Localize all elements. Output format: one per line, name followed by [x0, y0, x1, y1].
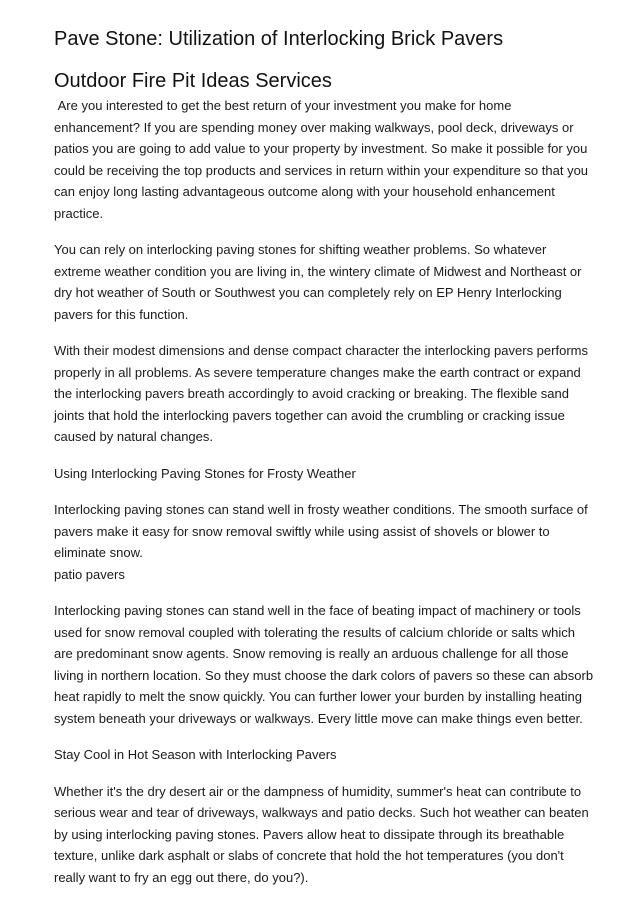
section-heading-hot: Stay Cool in Hot Season with Interlocking Pavers — [54, 747, 337, 762]
paragraph-frosty — [54, 499, 594, 585]
paragraph-snow: Interlocking paving stones can stand well in the face of beating impact of machinery or tools used for snow removal coupled with tolerating the results of calcium chloride or salts which are predominant snow agents. Snow removing is really an arduous challenge for all those living in northern location. So they must choose the dark colors of pavers so these can absorb heat rapidly to melt the snow quickly. You can further lower your burden by installing heating system beneath your driveways or walkways. Every little move can make things even better. — [54, 603, 594, 726]
paragraph-hot: Whether it's the dry desert air or the dampness of humidity, summer's heat can contribute to serious wear and tear of driveways, walkways and patio decks. Such hot weather can beaten by using interlocking paving stones. Pavers allow heat to dissipate through its breathable texture, unlike dark asphalt or slabs of concrete that hold the hot temperatures (you don't really want to fry an egg out there, do you?). — [54, 783, 589, 885]
document-page — [54, 26, 594, 903]
paragraph-weather: You can rely on interlocking paving stones for shifting weather problems. So whatever extreme weather condition you are living in, the wintery climate of Midwest and Northeast or dry hot weather of South or Southwest you can completely rely on EP Henry Interlocking pavers for this function. — [54, 242, 582, 322]
paragraph-dimensions: With their modest dimensions and dense compact character the interlocking pavers performs properly in all problems. As severe temperature changes make the earth contract or expand the interlocking pavers breath accordingly to avoid cracking or breaking. The flexible sand joints that hold the interlocking pavers together can avoid the crumbling or cracking issue caused by natural changes. — [54, 343, 588, 444]
section-heading-frosty: Using Interlocking Paving Stones for Frosty Weather — [54, 465, 356, 481]
paragraph-frosty-text: Interlocking paving stones can stand well in frosty weather conditions. The smooth surface of pavers make it easy for snow removal swiftly while using assist of shovels or blower to eliminate snow. — [54, 502, 588, 560]
document-subtitle: Outdoor Fire Pit Ideas Services — [54, 70, 332, 92]
document-title: Pave Stone: Utilization of Interlocking Brick Pavers — [54, 28, 504, 50]
patio-pavers-text: patio pavers — [54, 566, 125, 582]
paragraph-intro: Are you interested to get the best return of your investment you make for home enhancement? If you are spending money over making walkways, pool deck, driveways or patios you are going to add value to your property by investment. So make it possible for you could be receiving the top products and services in return within your expenditure so that you can enjoy long lasting advantageous outcome along with your household enhancement practice. — [54, 98, 592, 221]
